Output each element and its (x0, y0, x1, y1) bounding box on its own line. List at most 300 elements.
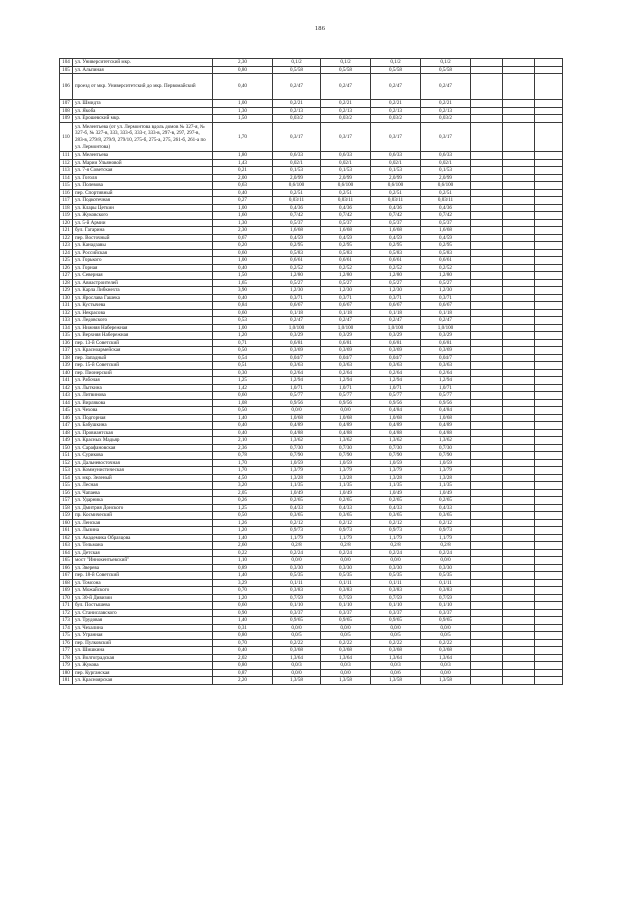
value-cell-3: 0,6/33 (371, 152, 421, 160)
empty-cell (535, 66, 563, 74)
value-cell-4: 0,2/52 (421, 264, 471, 272)
value-cell-1: 0,2/47 (273, 317, 321, 325)
value-cell-4: 1,3/58 (421, 677, 471, 685)
value-cell-3: 0,2/65 (371, 497, 421, 505)
length-cell: 0,26 (213, 497, 273, 505)
empty-cell (535, 497, 563, 505)
value-cell-2: 1,1/79 (321, 534, 371, 542)
value-cell-2: 1,2/80 (321, 272, 371, 280)
value-cell-3: 0,2/12 (371, 519, 421, 527)
row-number-cell: 145 (60, 407, 73, 415)
row-number-cell: 110 (60, 122, 73, 152)
empty-cell (471, 100, 503, 108)
empty-cell (535, 152, 563, 160)
street-name-cell: ул. Можайского (73, 587, 213, 595)
value-cell-3: 1,3/64 (371, 654, 421, 662)
length-cell: 0,40 (213, 294, 273, 302)
street-name-cell: ул. Университетский мкр. (73, 59, 213, 67)
empty-cell (471, 572, 503, 580)
row-number-cell: 167 (60, 572, 73, 580)
length-cell: 0,53 (213, 317, 273, 325)
value-cell-1: 2,0/99 (273, 174, 321, 182)
empty-cell (471, 347, 503, 355)
empty-cell (535, 624, 563, 632)
empty-cell (503, 219, 535, 227)
street-name-cell: ул. Кустычева (73, 302, 213, 310)
length-cell: 1,42 (213, 384, 273, 392)
length-cell: 1,70 (213, 122, 273, 152)
value-cell-1: 1,0/49 (273, 489, 321, 497)
table-row (60, 422, 563, 430)
table-row (60, 474, 563, 482)
value-cell-3: 0,1/11 (371, 579, 421, 587)
table-row (60, 189, 563, 197)
empty-cell (535, 602, 563, 610)
value-cell-1: 1,2/30 (273, 287, 321, 295)
value-cell-3: 1,0/71 (371, 384, 421, 392)
row-number-cell: 120 (60, 219, 73, 227)
length-cell: 1,08 (213, 399, 273, 407)
row-number-cell: 128 (60, 279, 73, 287)
empty-cell (503, 362, 535, 370)
length-cell: 1,65 (213, 279, 273, 287)
value-cell-3: 0,5/83 (371, 249, 421, 257)
empty-cell (535, 392, 563, 400)
empty-cell (471, 414, 503, 422)
empty-cell (503, 100, 535, 108)
table-row (60, 587, 563, 595)
row-number-cell: 171 (60, 602, 73, 610)
length-cell: 2,10 (213, 437, 273, 445)
empty-cell (503, 504, 535, 512)
row-number-cell: 139 (60, 362, 73, 370)
value-cell-4: 1,3/28 (421, 474, 471, 482)
empty-cell (471, 422, 503, 430)
value-cell-2: 0,9/73 (321, 527, 371, 535)
table-row (60, 392, 563, 400)
value-cell-4: 0,5/27 (421, 279, 471, 287)
empty-cell (471, 234, 503, 242)
empty-cell (471, 369, 503, 377)
value-cell-3: 0,1/2 (371, 59, 421, 67)
value-cell-1: 1,2/94 (273, 377, 321, 385)
length-cell: 1,00 (213, 324, 273, 332)
value-cell-1: 0,2/51 (273, 189, 321, 197)
street-name-cell: ул. Зверева (73, 564, 213, 572)
empty-cell (471, 549, 503, 557)
value-cell-3: 0,6/81 (371, 339, 421, 347)
empty-cell (471, 362, 503, 370)
street-name-cell: ул. Мелентьева (73, 152, 213, 160)
value-cell-2: 0,5/27 (321, 279, 371, 287)
value-cell-3: 1,1/35 (371, 482, 421, 490)
empty-cell (535, 362, 563, 370)
empty-cell (471, 617, 503, 625)
value-cell-2: 0,6/100 (321, 182, 371, 190)
value-cell-4: 1,0/59 (421, 459, 471, 467)
empty-cell (535, 474, 563, 482)
row-number-cell: 148 (60, 429, 73, 437)
empty-cell (503, 167, 535, 175)
row-number-cell: 147 (60, 422, 73, 430)
length-cell: 0,22 (213, 549, 273, 557)
length-cell: 2,05 (213, 489, 273, 497)
row-number-cell: 111 (60, 152, 73, 160)
value-cell-1: 0,3/68 (273, 647, 321, 655)
value-cell-1: 0,2/8 (273, 542, 321, 550)
row-number-cell: 106 (60, 74, 73, 100)
table-row (60, 512, 563, 520)
value-cell-3: 0,1/10 (371, 602, 421, 610)
value-cell-4: 0,0/5 (421, 632, 471, 640)
street-name-cell: ул. Детская (73, 549, 213, 557)
value-cell-2: 0,7/59 (321, 594, 371, 602)
empty-cell (471, 482, 503, 490)
empty-cell (471, 444, 503, 452)
length-cell: 0,20 (213, 242, 273, 250)
empty-cell (471, 377, 503, 385)
value-cell-3: 2,0/99 (371, 174, 421, 182)
empty-cell (471, 512, 503, 520)
empty-cell (535, 74, 563, 100)
value-cell-2: 0,5/58 (321, 66, 371, 74)
value-cell-2: 0,6/81 (321, 339, 371, 347)
length-cell: 2,02 (213, 654, 273, 662)
empty-cell (535, 100, 563, 108)
length-cell: 0,40 (213, 647, 273, 655)
value-cell-2: 0,02/1 (321, 159, 371, 167)
value-cell-3: 0,1/18 (371, 309, 421, 317)
street-name-cell: ул. Красноярская (73, 677, 213, 685)
value-cell-1: 0,2/64 (273, 369, 321, 377)
empty-cell (503, 159, 535, 167)
value-cell-4: 0,7/42 (421, 212, 471, 220)
empty-cell (471, 639, 503, 647)
table-row (60, 257, 563, 265)
length-cell: 4,50 (213, 474, 273, 482)
length-cell: 1,80 (213, 152, 273, 160)
length-cell: 2,60 (213, 542, 273, 550)
empty-cell (471, 489, 503, 497)
value-cell-3: 0,9/73 (371, 527, 421, 535)
length-cell: 1,20 (213, 594, 273, 602)
empty-cell (471, 624, 503, 632)
value-cell-2: 0,5/35 (321, 572, 371, 580)
empty-cell (535, 309, 563, 317)
empty-cell (471, 249, 503, 257)
value-cell-3: 1,0/68 (371, 414, 421, 422)
street-name-cell: пр. Космический (73, 512, 213, 520)
table-row (60, 362, 563, 370)
empty-cell (535, 564, 563, 572)
length-cell: 0,80 (213, 662, 273, 670)
street-name-cell: ул. Некрасова (73, 309, 213, 317)
length-cell: 0,21 (213, 167, 273, 175)
empty-cell (535, 669, 563, 677)
value-cell-1: 1,3/79 (273, 467, 321, 475)
row-number-cell: 124 (60, 249, 73, 257)
value-cell-2: 0,2/12 (321, 519, 371, 527)
row-number-cell: 134 (60, 324, 73, 332)
value-cell-2: 1,1/35 (321, 482, 371, 490)
street-name-cell: ул. Жуковского (73, 212, 213, 220)
empty-cell (503, 654, 535, 662)
row-number-cell: 159 (60, 512, 73, 520)
row-number-cell: 118 (60, 204, 73, 212)
empty-cell (471, 437, 503, 445)
empty-cell (535, 204, 563, 212)
row-number-cell: 149 (60, 437, 73, 445)
value-cell-3: 1,3/28 (371, 474, 421, 482)
empty-cell (503, 542, 535, 550)
street-name-cell: бул. Гагарина (73, 227, 213, 235)
value-cell-2: 0,5/83 (321, 249, 371, 257)
value-cell-4: 0,5/35 (421, 572, 471, 580)
value-cell-1: 0,0/0 (273, 669, 321, 677)
value-cell-3: 0,4/59 (371, 234, 421, 242)
empty-cell (503, 264, 535, 272)
value-cell-2: 0,4/36 (321, 204, 371, 212)
value-cell-1: 0,4/33 (273, 504, 321, 512)
table-row (60, 122, 563, 152)
value-cell-3: 1,1/79 (371, 534, 421, 542)
row-number-cell: 162 (60, 534, 73, 542)
empty-cell (535, 324, 563, 332)
empty-cell (471, 557, 503, 565)
value-cell-2: 0,2/13 (321, 107, 371, 115)
street-name-cell: ул. Верхняя Набережная (73, 332, 213, 340)
value-cell-2: 0,9/56 (321, 399, 371, 407)
empty-cell (471, 564, 503, 572)
value-cell-3: 0,0/0 (371, 624, 421, 632)
street-name-cell: пер. 13-й Советский (73, 339, 213, 347)
street-name-cell: ул. Ярослава Гашека (73, 294, 213, 302)
street-name-cell: пер. Западный (73, 354, 213, 362)
value-cell-1: 0,1/18 (273, 309, 321, 317)
value-cell-1: 1,6/68 (273, 227, 321, 235)
value-cell-1: 1,3/64 (273, 654, 321, 662)
value-cell-4: 0,7/90 (421, 452, 471, 460)
value-cell-2: 0,0/0 (321, 407, 371, 415)
page-number: 186 (314, 25, 326, 32)
value-cell-3: 1,2/80 (371, 272, 421, 280)
value-cell-3: 1,0/59 (371, 459, 421, 467)
value-cell-4: 0,2/51 (421, 189, 471, 197)
value-cell-2: 1,6/68 (321, 227, 371, 235)
empty-cell (535, 182, 563, 190)
empty-cell (503, 115, 535, 123)
empty-cell (535, 212, 563, 220)
empty-cell (471, 182, 503, 190)
value-cell-4: 0,0/0 (421, 624, 471, 632)
empty-cell (535, 294, 563, 302)
value-cell-3: 0,2/21 (371, 100, 421, 108)
empty-cell (535, 429, 563, 437)
length-cell: 2,30 (213, 227, 273, 235)
empty-cell (503, 384, 535, 392)
empty-cell (535, 332, 563, 340)
value-cell-3: 1,2/30 (371, 287, 421, 295)
table-row (60, 444, 563, 452)
empty-cell (503, 122, 535, 152)
table-row (60, 669, 563, 677)
street-name-cell: ул. Тельмана (73, 542, 213, 550)
empty-cell (471, 279, 503, 287)
value-cell-4: 1,2/30 (421, 287, 471, 295)
empty-cell (471, 534, 503, 542)
row-number-cell: 152 (60, 459, 73, 467)
empty-cell (503, 677, 535, 685)
empty-cell (503, 107, 535, 115)
value-cell-3: 0,7/42 (371, 212, 421, 220)
value-cell-3: 0,0/3 (371, 662, 421, 670)
street-name-cell: ул. Коммунистическая (73, 467, 213, 475)
value-cell-4: 0,3/37 (421, 609, 471, 617)
street-name-cell: ул. Трудовая (73, 617, 213, 625)
value-cell-1: 0,6/100 (273, 182, 321, 190)
length-cell: 1,70 (213, 467, 273, 475)
value-cell-2: 0,3/29 (321, 332, 371, 340)
empty-cell (503, 347, 535, 355)
length-cell: 0,71 (213, 339, 273, 347)
value-cell-2: 0,7/42 (321, 212, 371, 220)
empty-cell (503, 74, 535, 100)
empty-cell (471, 227, 503, 235)
empty-cell (535, 459, 563, 467)
row-number-cell: 126 (60, 264, 73, 272)
row-number-cell: 156 (60, 489, 73, 497)
value-cell-4: 1,3/62 (421, 437, 471, 445)
street-name-cell: ул. Ерошевский мкр. (73, 115, 213, 123)
value-cell-1: 0,2/47 (273, 74, 321, 100)
value-cell-2: 0,2/64 (321, 369, 371, 377)
table-row (60, 272, 563, 280)
empty-cell (535, 242, 563, 250)
value-cell-3: 0,4/88 (371, 429, 421, 437)
empty-cell (535, 107, 563, 115)
table-row (60, 632, 563, 640)
value-cell-1: 0,3/69 (273, 347, 321, 355)
table-row (60, 249, 563, 257)
value-cell-1: 0,02/1 (273, 159, 321, 167)
row-number-cell: 143 (60, 392, 73, 400)
empty-cell (503, 212, 535, 220)
empty-cell (503, 512, 535, 520)
value-cell-3: 1,0/100 (371, 324, 421, 332)
empty-cell (471, 212, 503, 220)
table-row (60, 354, 563, 362)
empty-cell (503, 152, 535, 160)
value-cell-4: 0,4/59 (421, 234, 471, 242)
empty-cell (535, 639, 563, 647)
value-cell-3: 0,0/6 (371, 669, 421, 677)
empty-cell (503, 414, 535, 422)
empty-cell (471, 609, 503, 617)
street-name-cell: ул. Академика Образцова (73, 534, 213, 542)
empty-cell (503, 579, 535, 587)
value-cell-4: 0,4/33 (421, 504, 471, 512)
value-cell-2: 0,9/65 (321, 617, 371, 625)
value-cell-1: 0,5/35 (273, 572, 321, 580)
value-cell-2: 1,3/28 (321, 474, 371, 482)
value-cell-3: 0,7/90 (371, 452, 421, 460)
empty-cell (535, 527, 563, 535)
length-cell: 1,10 (213, 557, 273, 565)
street-name-cell: ул. Жукова (73, 662, 213, 670)
value-cell-3: 1,2/94 (371, 377, 421, 385)
empty-cell (535, 272, 563, 280)
value-cell-4: 0,6/81 (421, 339, 471, 347)
value-cell-1: 1,0/71 (273, 384, 321, 392)
value-cell-1: 0,5/83 (273, 249, 321, 257)
value-cell-2: 0,3/68 (321, 647, 371, 655)
length-cell: 1,50 (213, 115, 273, 123)
empty-cell (503, 497, 535, 505)
empty-cell (535, 264, 563, 272)
row-number-cell: 119 (60, 212, 73, 220)
length-cell: 3,29 (213, 579, 273, 587)
street-name-cell: ул. Бабушкина (73, 422, 213, 430)
street-name-cell: пер. 18-й Советский (73, 572, 213, 580)
value-cell-4: 1,1/79 (421, 534, 471, 542)
value-cell-2: 0,4/88 (321, 429, 371, 437)
empty-cell (503, 272, 535, 280)
table-row (60, 242, 563, 250)
value-cell-4: 0,6/33 (421, 152, 471, 160)
length-cell: 0,84 (213, 302, 273, 310)
street-name-cell: ул. Сурикова (73, 452, 213, 460)
value-cell-1: 0,0/0 (273, 624, 321, 632)
value-cell-2: 0,4/89 (321, 422, 371, 430)
value-cell-1: 0,3/65 (273, 512, 321, 520)
empty-cell (471, 152, 503, 160)
row-number-cell: 160 (60, 519, 73, 527)
value-cell-2: 0,2/52 (321, 264, 371, 272)
empty-cell (535, 159, 563, 167)
value-cell-4: 0,2/65 (421, 497, 471, 505)
table-row (60, 204, 563, 212)
value-cell-1: 1,0/59 (273, 459, 321, 467)
value-cell-3: 1,6/68 (371, 227, 421, 235)
value-cell-2: 0,2/47 (321, 317, 371, 325)
empty-cell (503, 227, 535, 235)
value-cell-2: 0,4/59 (321, 234, 371, 242)
empty-cell (503, 294, 535, 302)
street-name-cell: ул. Литвинова (73, 392, 213, 400)
length-cell: 0,67 (213, 234, 273, 242)
row-number-cell: 117 (60, 197, 73, 205)
table-row (60, 309, 563, 317)
row-number-cell: 136 (60, 339, 73, 347)
value-cell-2: 2,0/99 (321, 174, 371, 182)
length-cell: 1,25 (213, 377, 273, 385)
value-cell-1: 0,4/89 (273, 422, 321, 430)
table-row (60, 347, 563, 355)
street-name-cell: ул. Авиастроителей (73, 279, 213, 287)
value-cell-2: 0,2/21 (321, 100, 371, 108)
length-cell: 1,50 (213, 272, 273, 280)
empty-cell (503, 474, 535, 482)
table-row (60, 107, 563, 115)
value-cell-1: 0,1/2 (273, 59, 321, 67)
length-cell: 1,00 (213, 257, 273, 265)
value-cell-1: 0,2/65 (273, 497, 321, 505)
table-row (60, 287, 563, 295)
length-cell: 0,70 (213, 587, 273, 595)
value-cell-1: 0,2/95 (273, 242, 321, 250)
value-cell-3: 0,0/0 (371, 557, 421, 565)
value-cell-1: 0,6/81 (273, 339, 321, 347)
